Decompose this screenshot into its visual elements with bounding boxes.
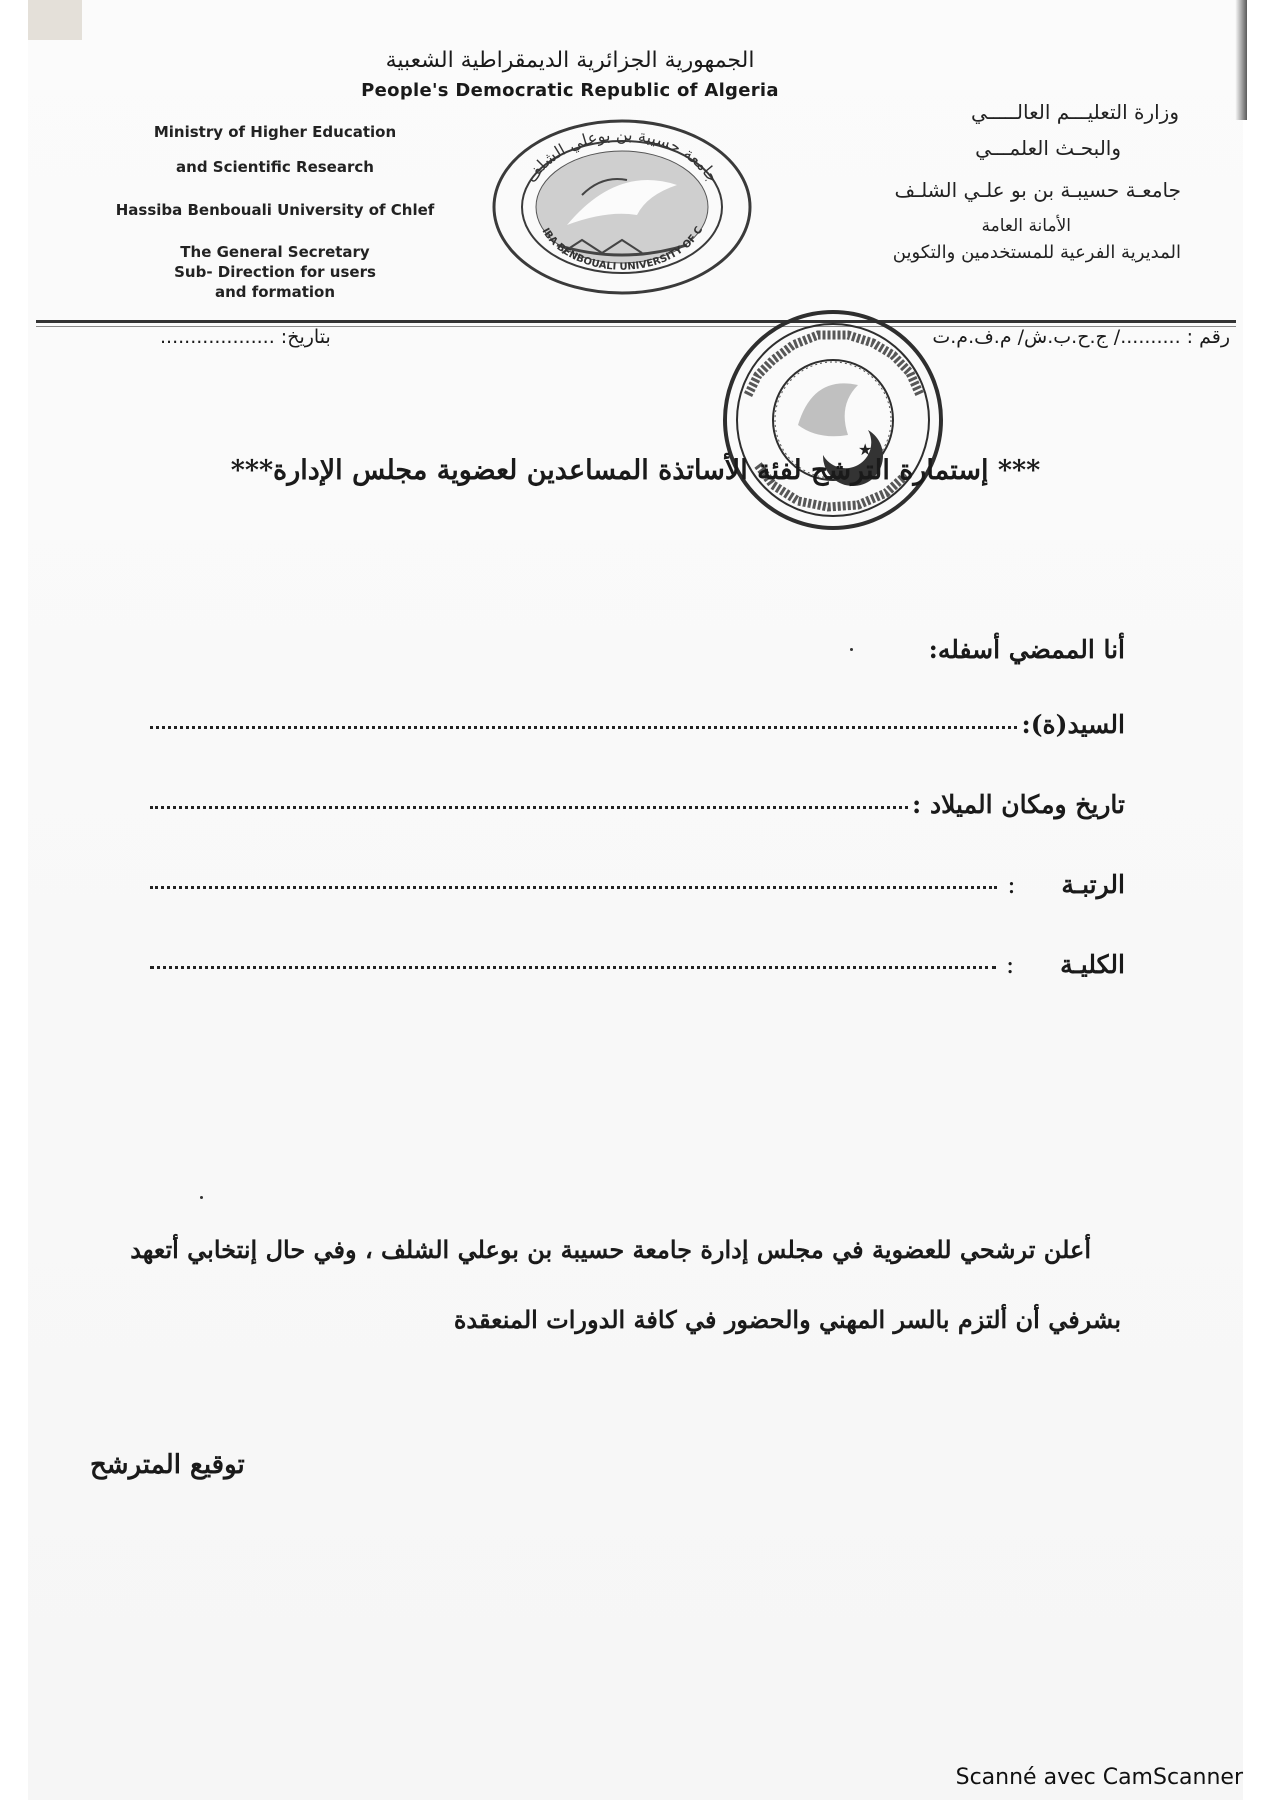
republic-title-arabic: الجمهورية الجزائرية الديمقراطية الشعبية [385, 48, 755, 73]
subdirection-ar: المديرية الفرعية للمستخدمين والتكوين [892, 242, 1181, 263]
field-name-row [150, 710, 1125, 739]
university-name-en: Hassiba Benbouali University of Chlef [115, 200, 435, 219]
field-faculty-input[interactable] [150, 966, 996, 969]
field-birth-label: تاريخ ومكان الميلاد : [912, 790, 1125, 819]
field-birth-row [150, 790, 1125, 819]
scan-speck [200, 1196, 203, 1199]
field-rank-input[interactable] [150, 886, 997, 889]
ministry-line1-ar: وزارة التعليـــم العالـــــي [970, 100, 1179, 124]
svg-text:★: ★ [858, 440, 873, 459]
form-intro: أنا الممضي أسفله: [928, 635, 1125, 664]
field-faculty-row [150, 950, 1125, 979]
declaration-line1: أعلن ترشحي للعضوية في مجلس إدارة جامعة حسيبة بن بوعلي الشلف ، وفي حال إنتخابي أتعهد [130, 1235, 1091, 1264]
declaration-line2: بشرفي أن ألتزم بالسر المهني والحضور في كافة الدورات المنعقدة [453, 1305, 1121, 1334]
field-rank-colon: : [1007, 870, 1056, 899]
official-round-stamp [718, 305, 948, 539]
field-rank-label: الرتبـة [1061, 870, 1125, 899]
candidate-signature-label: توقيع المترشح [90, 1450, 245, 1480]
ministry-line2-en: and Scientific Research [176, 158, 374, 177]
scan-speck [850, 648, 853, 651]
field-birth-input[interactable] [150, 806, 908, 809]
seal-text-arabic: جامعة حسيبة بن بوعلي الشلف [521, 124, 723, 186]
subdirection-line1-en: Sub- Direction for users [174, 263, 376, 281]
declaration-paragraph [81, 1215, 1121, 1355]
field-name-label: السيد(ة): [1021, 710, 1125, 739]
field-faculty-label: الكليـة [1060, 950, 1125, 979]
scan-edge-artifact [1235, 0, 1247, 120]
ministry-line2-ar: والبحـث العلمـــي [975, 136, 1121, 160]
general-secretary-en: The General Secretary [180, 242, 370, 261]
university-name-ar: جامعـة حسيبـة بن بو علـي الشلـف [894, 178, 1181, 202]
ministry-line1-en: Ministry of Higher Education [153, 123, 397, 141]
field-name-input[interactable] [150, 726, 1017, 729]
camscanner-watermark: Scanné avec CamScanner [955, 1765, 1243, 1790]
subdirection-line2-en: and formation [214, 283, 336, 302]
form-title: *** إستمارة الترشح لفئة الأساتذة المساعدين لعضوية مجلس الإدارة*** [230, 455, 1041, 486]
header-divider-thick [36, 320, 1236, 323]
seal-text-english: IBA BENBOUALI UNIVERSITY OF C [539, 224, 706, 273]
university-seal-logo [487, 115, 757, 299]
header-left-english [90, 122, 460, 303]
field-faculty-colon: : [1005, 950, 1055, 979]
scan-corner-artifact [28, 0, 82, 40]
header-right-arabic [791, 100, 1181, 263]
republic-title-english: People's Democratic Republic of Algeria [361, 80, 779, 101]
reference-number: رقم : ........../ ج.ح.ب.ش/ م.ف.م.ت [932, 326, 1230, 348]
reference-date: بتاريخ: ................... [160, 326, 331, 348]
field-rank-row [150, 870, 1125, 899]
general-secretary-ar: الأمانة العامة [981, 216, 1071, 236]
